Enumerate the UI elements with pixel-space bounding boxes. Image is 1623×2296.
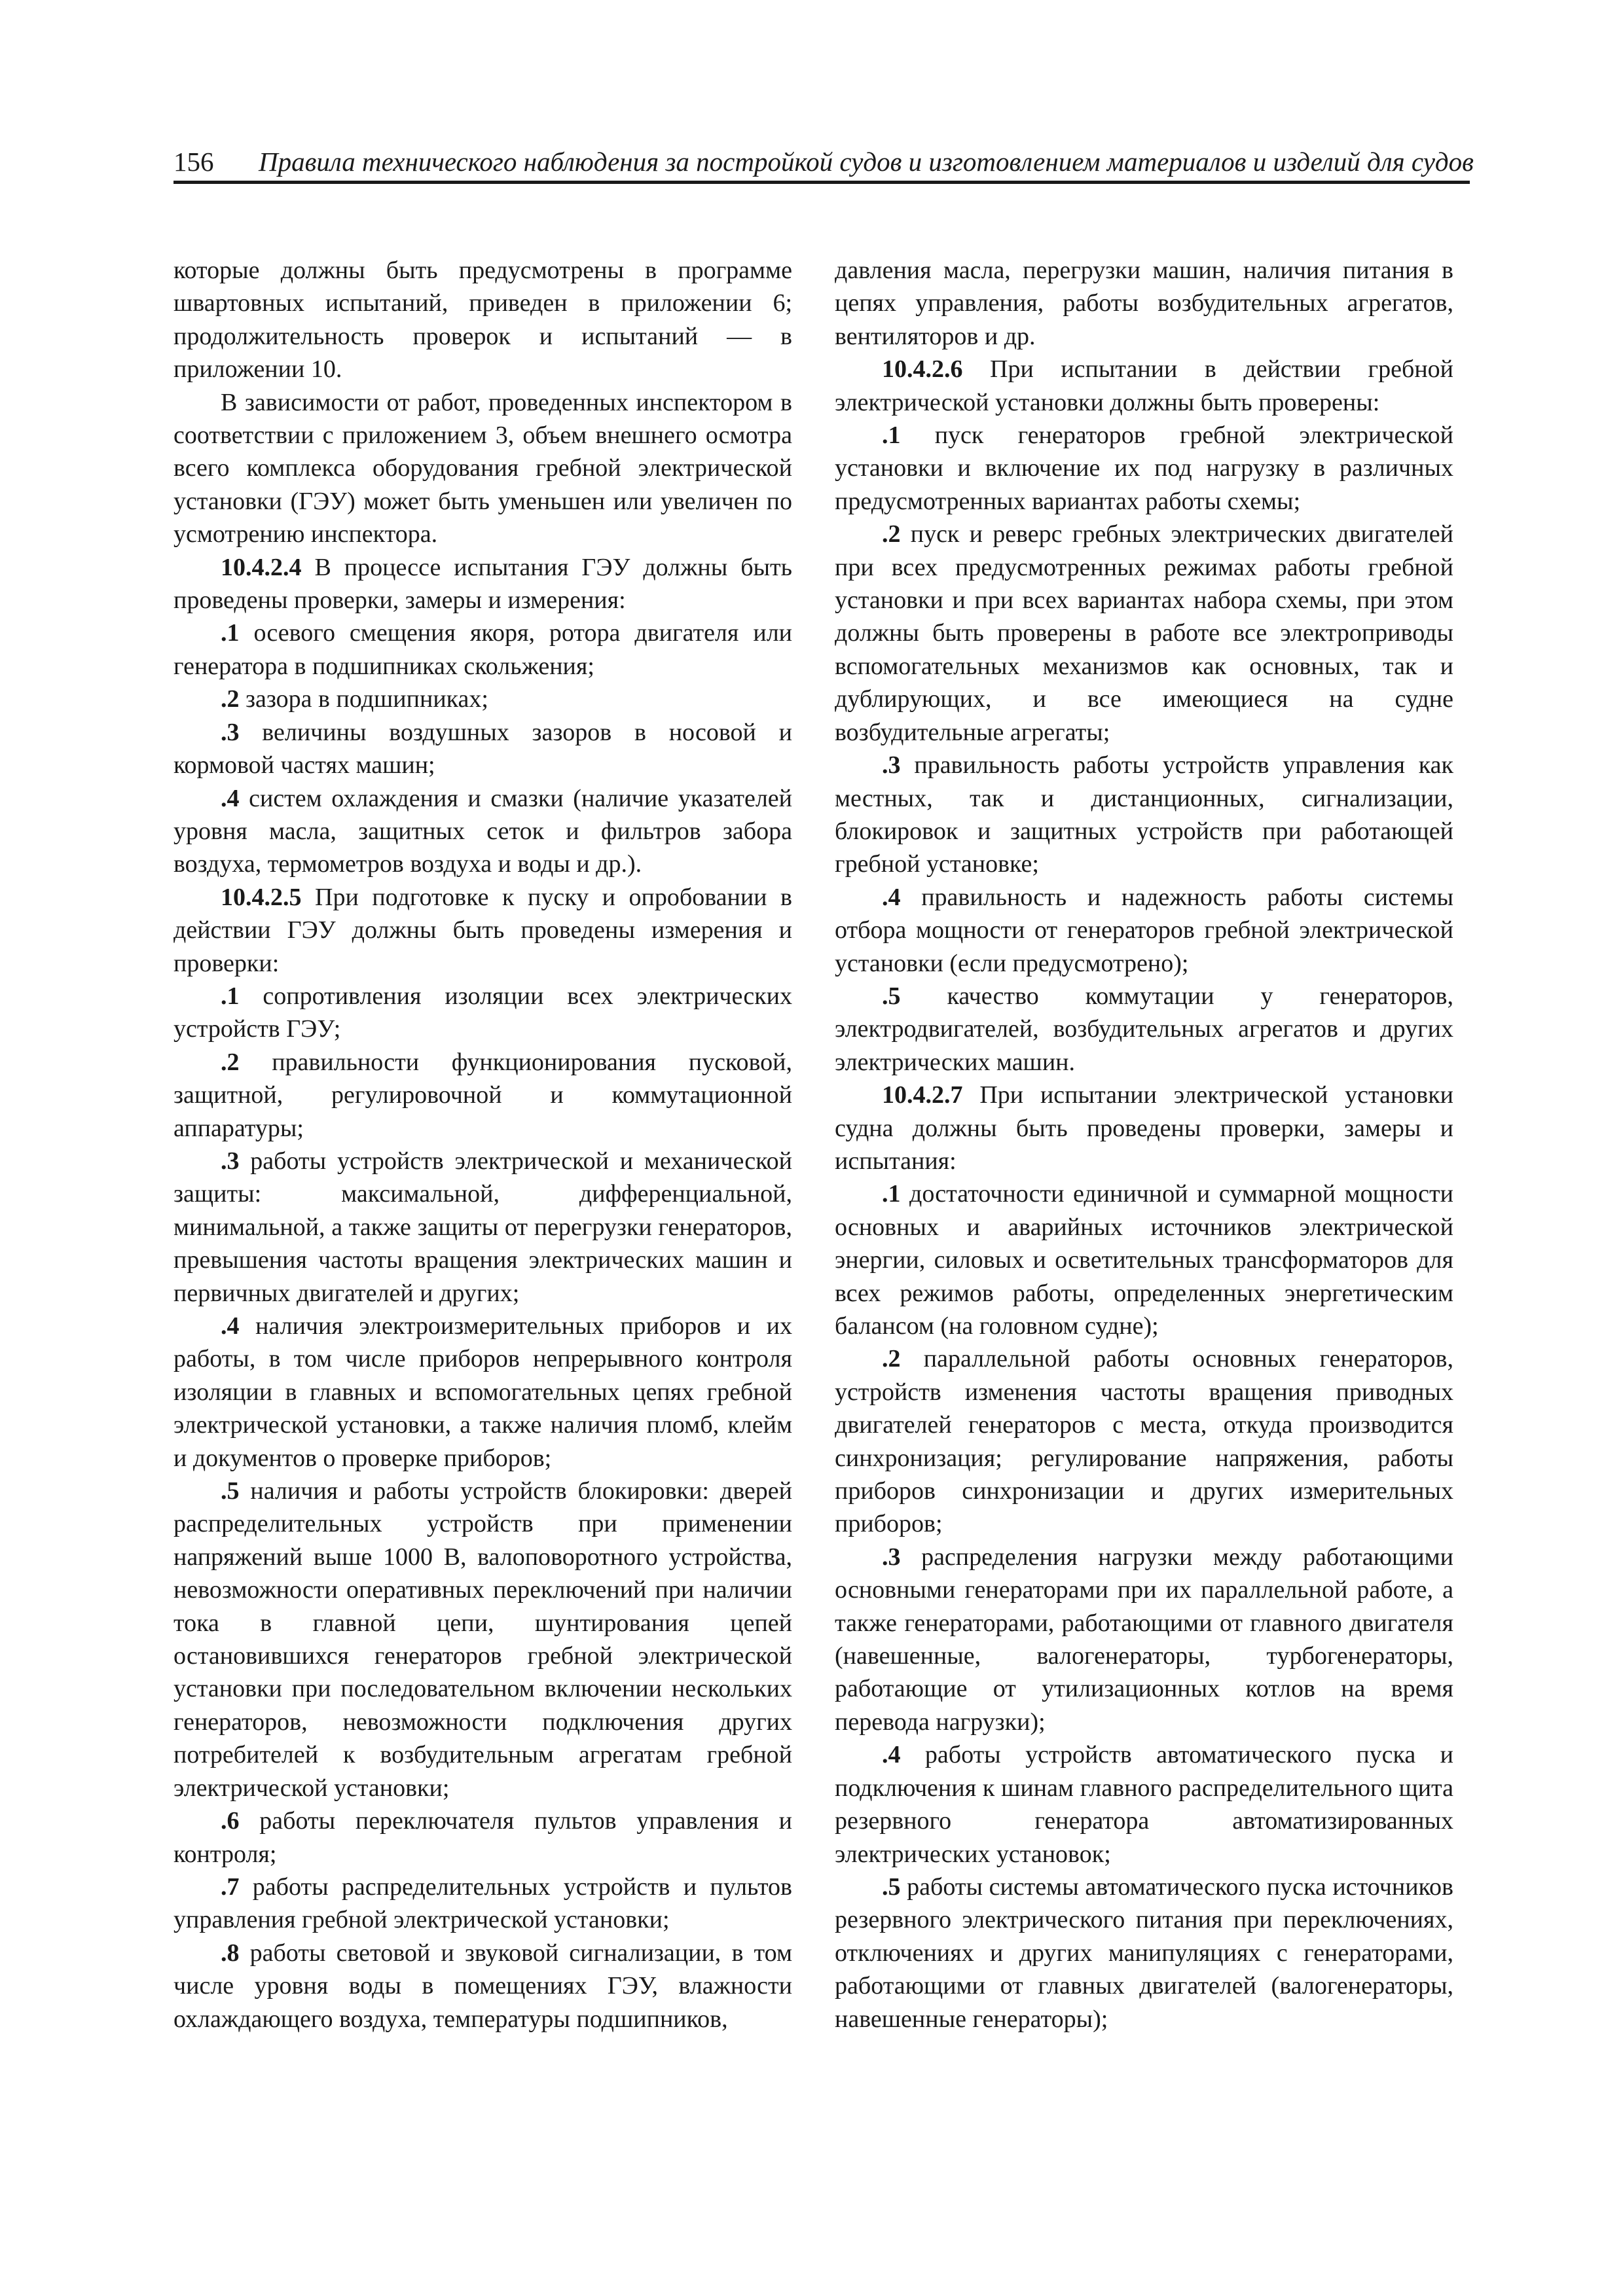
item-number: .4: [221, 784, 240, 812]
item-text: правильность работы устройств управления как местных, так и дистанционных, сигнализации, блокировок и защитных устройств при работающей гребной установке;: [835, 751, 1453, 878]
paragraph: [835, 254, 1453, 353]
list-item: [173, 1310, 792, 1475]
item-text: работы световой и звуковой сигнализации, в том числе уровня воды в помещениях ГЭУ, влажности охлаждающего воздуха, температуры подшипников,: [173, 1939, 792, 2033]
list-item: [173, 716, 792, 782]
list-item: [173, 683, 792, 715]
item-text: качество коммутации у генераторов, электродвигателей, возбудительных агрегатов и других электрических машин.: [835, 982, 1453, 1076]
paragraph-text: При испытании в действии гребной электрической установки должны быть проверены:: [835, 355, 1453, 416]
item-text: работы системы автоматического пуска источников резервного электрического питания при переключениях, отключениях и других манипуляциях с генераторами, работающими от главных двигателей (валогенераторы, навешенные генераторы);: [835, 1873, 1453, 2033]
paragraph-text: которые должны быть предусмотрены в программе швартовных испытаний, приведен в приложении 6; продолжительность проверок и испытаний — в приложении 10.: [173, 257, 792, 384]
list-item: [835, 518, 1453, 749]
paragraph: [835, 353, 1453, 419]
list-item: [173, 1804, 792, 1871]
list-item: [173, 1475, 792, 1804]
list-item: [835, 980, 1453, 1079]
paragraph: [173, 881, 792, 980]
item-text: правильность и надежность работы системы отбора мощности от генераторов гребной электрической установки (если предусмотрено);: [835, 883, 1453, 977]
item-text: распределения нагрузки между работающими основными генераторами при их параллельной работе, а также генераторами, работающими от главного двигателя (навешенные, валогенераторы, турбогенераторы, работающие от утилизационных котлов на время перевода нагрузки);: [835, 1543, 1453, 1736]
item-number: .1: [221, 982, 240, 1010]
list-item: [835, 881, 1453, 980]
item-text: наличия и работы устройств блокировки: дверей распределительных устройств при применении напряжений выше 1000 В, валоповоротного устройства, невозможности оперативных переключений при наличии тока в главной цепи, шунтирования цепей остановившихся генераторов гребной электрической установки при последовательном включении нескольких генераторов, невозможности подключения других потребителей к возбудительным агрегатам гребной электрической установки;: [173, 1477, 792, 1802]
page-header: [173, 143, 1474, 184]
item-text: параллельной работы основных генераторов, устройств изменения частоты вращения приводных двигателей генераторов с места, откуда производится синхронизация; регулирование напряжения, работы приборов синхронизации и других измерительных приборов;: [835, 1345, 1453, 1538]
item-number: .5: [221, 1477, 240, 1505]
item-number: .3: [221, 718, 240, 746]
item-text: пуск и реверс гребных электрических двигателей при всех предусмотренных режимах работы гребной установки и при всех вариантах набора схемы, при этом должны быть проверены в работе все электроприводы вспомогательных механизмов как основных, так и дублирующих, и все имеющиеся на судне возбудительные агрегаты;: [835, 520, 1453, 746]
paragraph-text: В процессе испытания ГЭУ должны быть проведены проверки, замеры и измерения:: [173, 553, 792, 615]
clause-number: 10.4.2.6: [882, 355, 963, 384]
list-item: [173, 1871, 792, 1937]
item-number: .4: [882, 883, 901, 911]
item-text: работы переключателя пультов управления и контроля;: [173, 1807, 792, 1868]
item-number: .5: [882, 1873, 901, 1901]
item-text: работы распределительных устройств и пультов управления гребной электрической установки;: [173, 1873, 792, 1934]
list-item: [173, 980, 792, 1046]
paragraph: [173, 551, 792, 617]
item-number: .3: [882, 1543, 901, 1571]
clause-number: 10.4.2.7: [882, 1081, 963, 1109]
list-item: [835, 1738, 1453, 1871]
list-item: [835, 419, 1453, 518]
item-number: .7: [221, 1873, 240, 1901]
item-number: .2: [882, 1345, 901, 1373]
list-item: [835, 1541, 1453, 1738]
item-number: .1: [221, 619, 240, 647]
list-item: [173, 617, 792, 683]
paragraph-text: При испытании электрической установки судна должны быть проведены проверки, замеры и испытания:: [835, 1081, 1453, 1175]
item-number: .8: [221, 1939, 240, 1967]
item-number: .2: [221, 1048, 240, 1076]
item-text: наличия электроизмерительных приборов и их работы, в том числе приборов непрерывного контроля изоляции в главных и вспомогательных цепях гребной электрической установки, а также наличия пломб, клейм и документов о проверке приборов;: [173, 1312, 792, 1472]
item-text: правильности функционирования пусковой, защитной, регулировочной и коммутационной аппаратуры;: [173, 1048, 792, 1142]
clause-number: 10.4.2.5: [221, 883, 302, 911]
running-title: Правила технического наблюдения за постройкой судов и изготовлением материалов и изделий для судов: [259, 147, 1474, 177]
right-column: [835, 254, 1453, 2036]
paragraph-text: В зависимости от работ, проведенных инспектором в соответствии с приложением 3, объем внешнего осмотра всего комплекса оборудования гребной электрической установки (ГЭУ) может быть уменьшен или увеличен по усмотрению инспектора.: [173, 388, 792, 548]
item-text: работы устройств автоматического пуска и подключения к шинам главного распределительного щита резервного генератора автоматизированных электрических установок;: [835, 1741, 1453, 1868]
page-number: 156: [173, 147, 214, 177]
list-item: [173, 1937, 792, 2036]
item-number: .5: [882, 982, 901, 1010]
left-column: [173, 254, 792, 2036]
item-number: .1: [882, 1180, 901, 1208]
item-text: пуск генераторов гребной электрической установки и включение их под нагрузку в различных предусмотренных вариантах работы схемы;: [835, 422, 1453, 515]
item-number: .1: [882, 422, 901, 450]
item-text: систем охлаждения и смазки (наличие указателей уровня масла, защитных сеток и фильтров забора воздуха, термометров воздуха и воды и др.).: [173, 784, 792, 878]
item-text: достаточности единичной и суммарной мощности основных и аварийных источников электрической энергии, силовых и осветительных трансформаторов для всех режимов работы, определенных энергетическим балансом (на головном судне);: [835, 1180, 1453, 1340]
paragraph: [173, 254, 792, 386]
list-item: [835, 749, 1453, 881]
item-number: .6: [221, 1807, 240, 1835]
list-item: [173, 1145, 792, 1310]
clause-number: 10.4.2.4: [221, 553, 302, 581]
item-number: .4: [221, 1312, 240, 1340]
list-item: [835, 1342, 1453, 1540]
list-item: [173, 782, 792, 881]
item-number: .3: [882, 751, 901, 780]
list-item: [835, 1871, 1453, 2036]
paragraph-text: давления масла, перегрузки машин, наличия питания в цепях управления, работы возбудительных агрегатов, вентиляторов и др.: [835, 257, 1453, 350]
item-number: .2: [221, 685, 240, 713]
item-number: .3: [221, 1147, 240, 1175]
paragraph: [173, 386, 792, 551]
item-number: .4: [882, 1741, 901, 1769]
item-text: осевого смещения якоря, ротора двигателя или генератора в подшипниках скольжения;: [173, 619, 792, 680]
item-number: .2: [882, 520, 901, 548]
paragraph-text: При подготовке к пуску и опробовании в действии ГЭУ должны быть проведены измерения и проверки:: [173, 883, 792, 977]
item-text: сопротивления изоляции всех электрических устройств ГЭУ;: [173, 982, 792, 1043]
item-text: зазора в подшипниках;: [239, 685, 488, 713]
item-text: величины воздушных зазоров в носовой и кормовой частях машин;: [173, 718, 792, 780]
list-item: [835, 1177, 1453, 1342]
item-text: работы устройств электрической и механической защиты: максимальной, дифференциальной, минимальной, а также защиты от перегрузки генераторов, превышения частоты вращения электрических машин и первичных двигателей и других;: [173, 1147, 792, 1307]
list-item: [173, 1046, 792, 1145]
paragraph: [835, 1079, 1453, 1177]
